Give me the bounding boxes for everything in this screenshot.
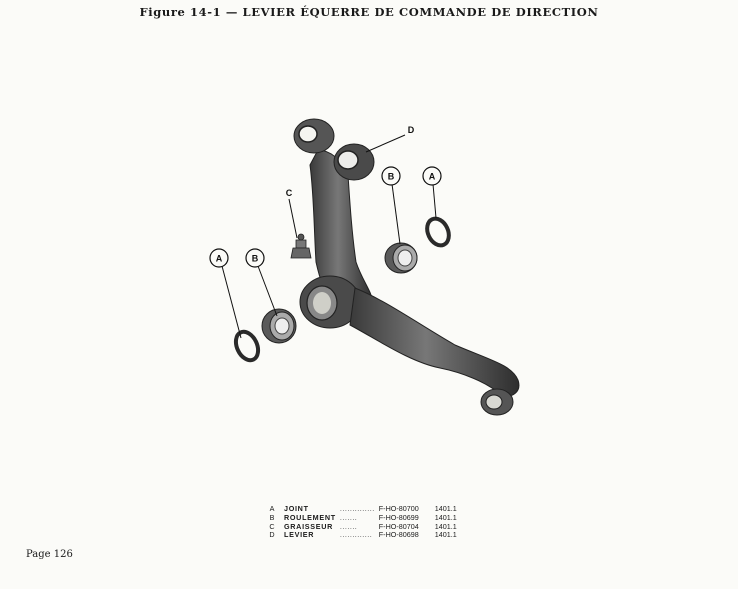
- page-number: Page 126: [26, 549, 73, 560]
- grease-nipple-part: [291, 234, 311, 258]
- legend-row: [262, 531, 459, 540]
- legend-leader-dots: .......: [339, 512, 358, 522]
- legend-part-number: F-HO-80704: [378, 521, 419, 531]
- legend-part-number: F-HO-80700: [378, 504, 419, 513]
- legend-group-number: 1401.1: [434, 512, 457, 522]
- svg-text:B: B: [251, 253, 259, 264]
- svg-text:A: A: [215, 253, 223, 264]
- callout-b-left: [246, 249, 264, 267]
- legend-group-number: 1401.1: [434, 504, 457, 513]
- legend-leader-dots: .......: [339, 521, 358, 531]
- legend-part-number: F-HO-80698: [378, 530, 419, 540]
- legend-letter: B: [269, 512, 275, 522]
- bearing-left-part: [262, 309, 296, 343]
- callout-c: [286, 188, 293, 198]
- figure-title: Figure 14-1 — LEVIER ÉQUERRE DE COMMANDE DE DIRECTION: [139, 5, 599, 19]
- legend-part-number: F-HO-80699: [378, 512, 419, 522]
- svg-text:B: B: [387, 171, 395, 182]
- parts-legend: [262, 505, 459, 540]
- svg-text:A: A: [428, 171, 436, 182]
- callout-a-left: [210, 249, 228, 267]
- legend-part-name: ROULEMENT: [284, 512, 336, 522]
- legend-group-number: 1401.1: [434, 530, 457, 540]
- callout-b-right: [382, 167, 400, 185]
- bearing-right-part: [385, 243, 417, 273]
- seal-right-part: [423, 215, 453, 249]
- legend-letter: D: [269, 530, 275, 540]
- legend-group-number: 1401.1: [434, 521, 457, 531]
- legend-part-name: LEVIER: [284, 530, 315, 540]
- legend-part-name: GRAISSEUR: [284, 521, 334, 531]
- legend-leader-dots: ..............: [339, 504, 375, 513]
- callout-d: [408, 125, 415, 135]
- legend-letter: C: [269, 521, 275, 531]
- legend-leader-dots: .............: [339, 530, 373, 540]
- legend-letter: A: [269, 504, 275, 513]
- svg-text:D: D: [407, 125, 415, 135]
- seal-left-part: [232, 328, 263, 364]
- legend-part-name: JOINT: [284, 504, 309, 513]
- svg-text:C: C: [285, 188, 293, 198]
- callout-a-right: [423, 167, 441, 185]
